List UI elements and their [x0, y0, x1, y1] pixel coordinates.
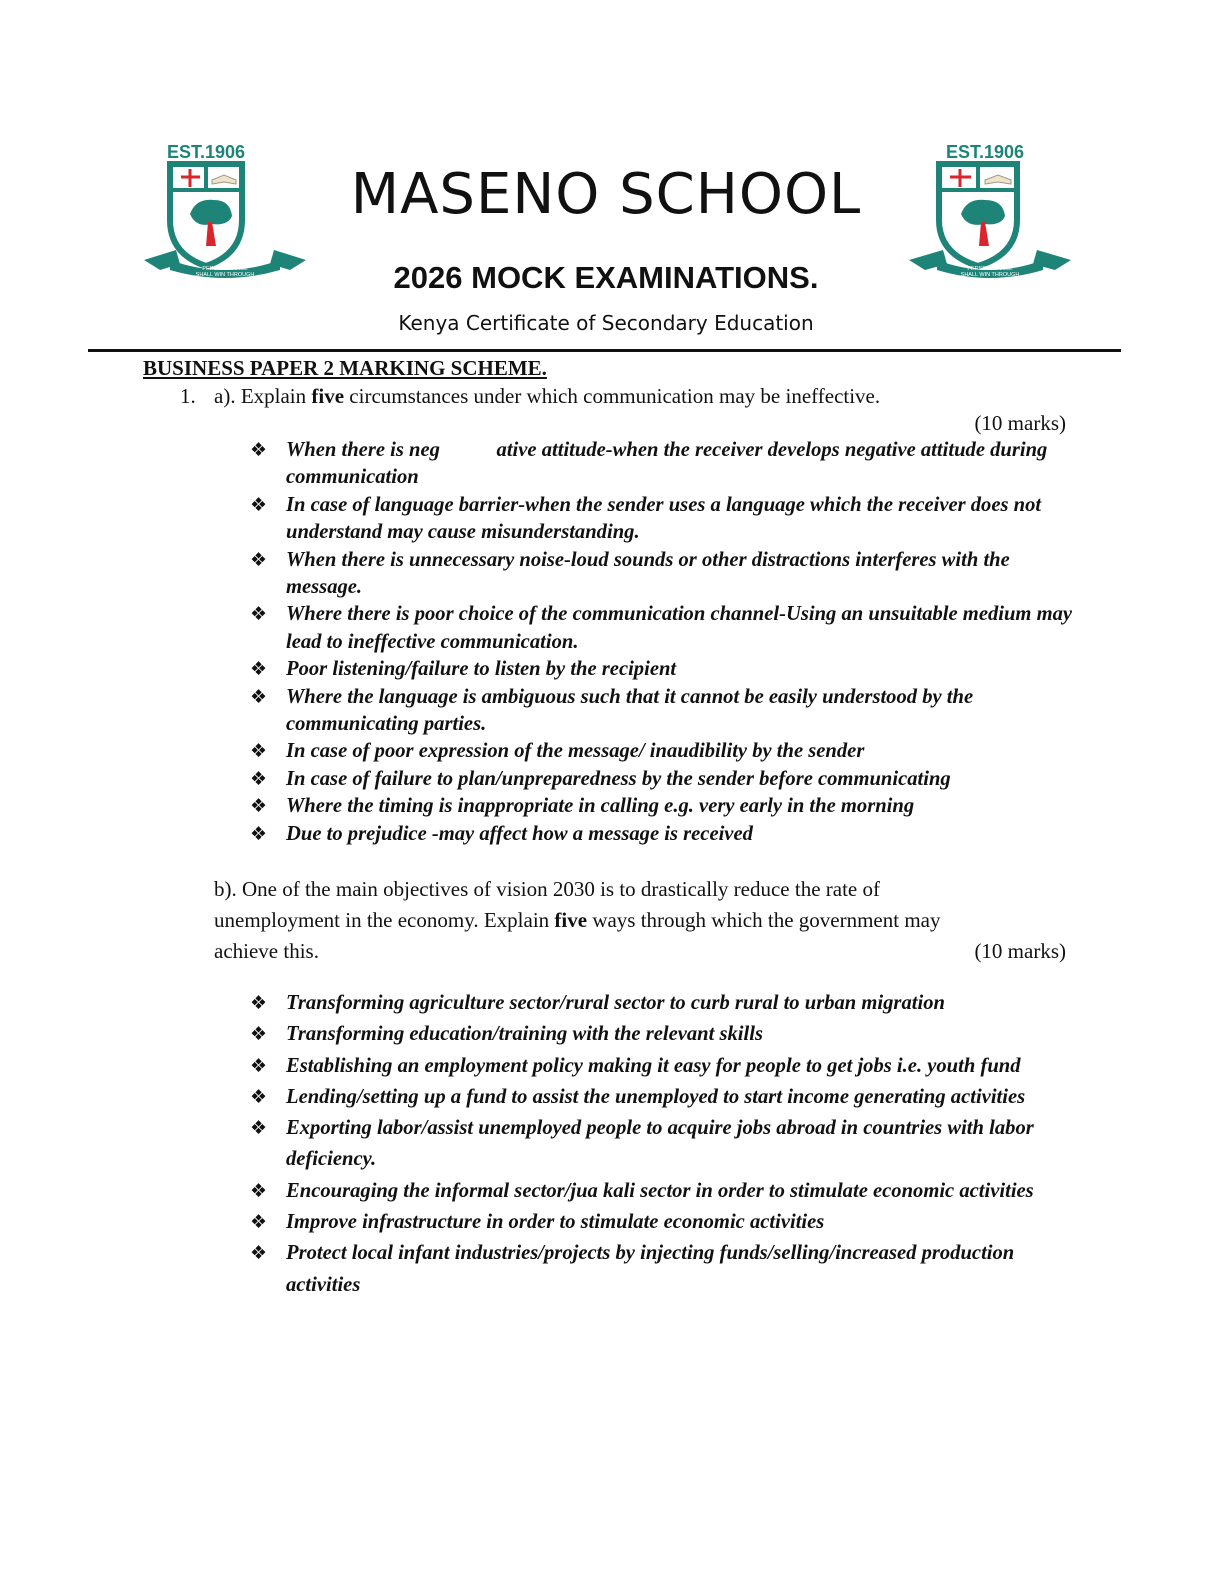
diamond-bullet-icon: ❖ — [250, 1023, 268, 1046]
exam-title: 2026 MOCK EXAMINATIONS. — [393, 260, 819, 295]
question-1b-line-1: b). One of the main objectives of vision 2030 is to drastically reduce the rate of — [214, 877, 880, 901]
diamond-bullet-icon: ❖ — [250, 767, 268, 790]
question-1b-line-3 — [214, 936, 1066, 967]
answer-text: Where the timing is inappropriate in calling e.g. very early in the morning — [286, 795, 915, 818]
diamond-bullet-icon: ❖ — [250, 992, 268, 1014]
school-name: MASENO SCHOOL — [350, 162, 862, 227]
diamond-bullet-icon: ❖ — [250, 439, 268, 461]
question-1a-emphasis: five — [311, 384, 345, 408]
answer-text: In case of poor expression of the message/ inaudibility by the sender — [286, 740, 865, 763]
list-item — [250, 1082, 1080, 1113]
answer-text: Transforming education/training with the relevant skills — [286, 1023, 763, 1046]
diamond-bullet-icon: ❖ — [250, 603, 268, 626]
crest-motto-line-2: SHALL WIN THROUGH — [960, 272, 1020, 278]
diamond-bullet-icon: ❖ — [250, 1179, 268, 1202]
answer-list-1a — [250, 437, 1080, 848]
question-1b-line-2 — [214, 905, 1066, 936]
list-item — [250, 547, 1080, 602]
question-1b-suffix: ways through which the government may — [587, 908, 941, 932]
question-1b-text — [214, 874, 1066, 967]
answer-text: In case of failure to plan/unpreparedness by the sender before communicating — [286, 767, 951, 790]
diamond-bullet-icon: ❖ — [250, 822, 268, 845]
answer-text: Where the language is ambiguous such that it cannot be easily understood by the communicating parties. — [286, 685, 974, 736]
diamond-bullet-icon: ❖ — [250, 1085, 268, 1108]
crest-motto-line-1: PERSEVERANCE — [967, 266, 1013, 272]
list-item — [250, 437, 1080, 492]
question-1b-line-3-text: achieve this. — [214, 939, 319, 963]
answer-text: Transforming agriculture sector/rural sector to curb rural to urban migration — [286, 992, 945, 1014]
list-item — [250, 1207, 1080, 1238]
diamond-bullet-icon: ❖ — [250, 685, 268, 708]
diamond-bullet-icon: ❖ — [250, 1117, 268, 1140]
question-1b-emphasis: five — [554, 908, 588, 932]
school-crest-right — [905, 138, 1075, 284]
question-1a-suffix: circumstances under which communication may be ineffective. — [344, 384, 881, 408]
diamond-bullet-icon: ❖ — [250, 795, 268, 818]
question-1a-marks: (10 marks) — [974, 411, 1066, 435]
list-item — [250, 1051, 1080, 1082]
question-1a-text — [214, 384, 880, 409]
answer-text: Poor listening/failure to listen by the recipient — [286, 658, 677, 681]
list-item — [250, 601, 1080, 656]
diamond-bullet-icon: ❖ — [250, 493, 268, 516]
document-heading: BUSINESS PAPER 2 MARKING SCHEME. — [143, 356, 547, 380]
answer-text: Encouraging the informal sector/jua kali sector in order to stimulate economic activities — [286, 1179, 1034, 1202]
answer-text: Exporting labor/assist unemployed people to acquire jobs abroad in countries with labor deficiency. — [286, 1117, 1034, 1171]
answer-text: Lending/setting up a fund to assist the unemployed to start income generating activities — [286, 1085, 1026, 1108]
header-divider — [88, 349, 1121, 352]
question-1b-prefix: unemployment in the economy. Explain — [214, 908, 555, 932]
diamond-bullet-icon: ❖ — [250, 1054, 268, 1077]
crest-est-text: EST.1906 — [166, 142, 246, 162]
school-crest-left — [140, 138, 310, 284]
answer-text: In case of language barrier-when the sender uses a language which the receiver does not understand may cause misunderstanding. — [286, 493, 1042, 544]
list-item — [250, 738, 1080, 765]
question-1a-prefix: a). Explain — [214, 384, 312, 408]
answer-text: Protect local infant industries/projects by injecting funds/selling/increased production activities — [286, 1242, 1015, 1296]
answer-list-1b — [250, 988, 1080, 1301]
answer-text: Due to prejudice -may affect how a message is received — [286, 822, 753, 845]
diamond-bullet-icon: ❖ — [250, 658, 268, 681]
list-item — [250, 1176, 1080, 1207]
list-item — [250, 988, 1080, 1019]
list-item — [250, 821, 1080, 848]
list-item — [250, 656, 1080, 683]
list-item — [250, 766, 1080, 793]
answer-text: When there is unnecessary noise-loud sounds or other distractions interferes with the message. — [286, 548, 1010, 599]
answer-text: Establishing an employment policy making it easy for people to get jobs i.e. youth fund — [286, 1054, 1021, 1077]
list-item — [250, 684, 1080, 739]
crest-motto-line-1: PERSEVERANCE — [202, 266, 248, 272]
diamond-bullet-icon: ❖ — [250, 1242, 268, 1265]
list-item — [250, 793, 1080, 820]
certificate-name: Kenya Certificate of Secondary Education — [398, 311, 814, 335]
list-item — [250, 1019, 1080, 1050]
crest-est-text: EST.1906 — [945, 142, 1025, 162]
crest-motto-line-2: SHALL WIN THROUGH — [195, 272, 255, 278]
answer-text: Where there is poor choice of the communication channel-Using an unsuitable medium may lead to ineffective communication. — [286, 603, 1073, 653]
diamond-bullet-icon: ❖ — [250, 548, 268, 571]
diamond-bullet-icon: ❖ — [250, 1211, 268, 1234]
list-item — [250, 492, 1080, 547]
list-item — [250, 1238, 1080, 1301]
list-item — [250, 1113, 1080, 1176]
question-number: 1. — [180, 384, 196, 408]
answer-text: When there is neg ative attitude-when the receiver develops negative attitude during communication — [286, 439, 1053, 489]
question-1b-marks: (10 marks) — [974, 939, 1066, 963]
diamond-bullet-icon: ❖ — [250, 740, 268, 763]
answer-text: Improve infrastructure in order to stimulate economic activities — [286, 1211, 825, 1234]
